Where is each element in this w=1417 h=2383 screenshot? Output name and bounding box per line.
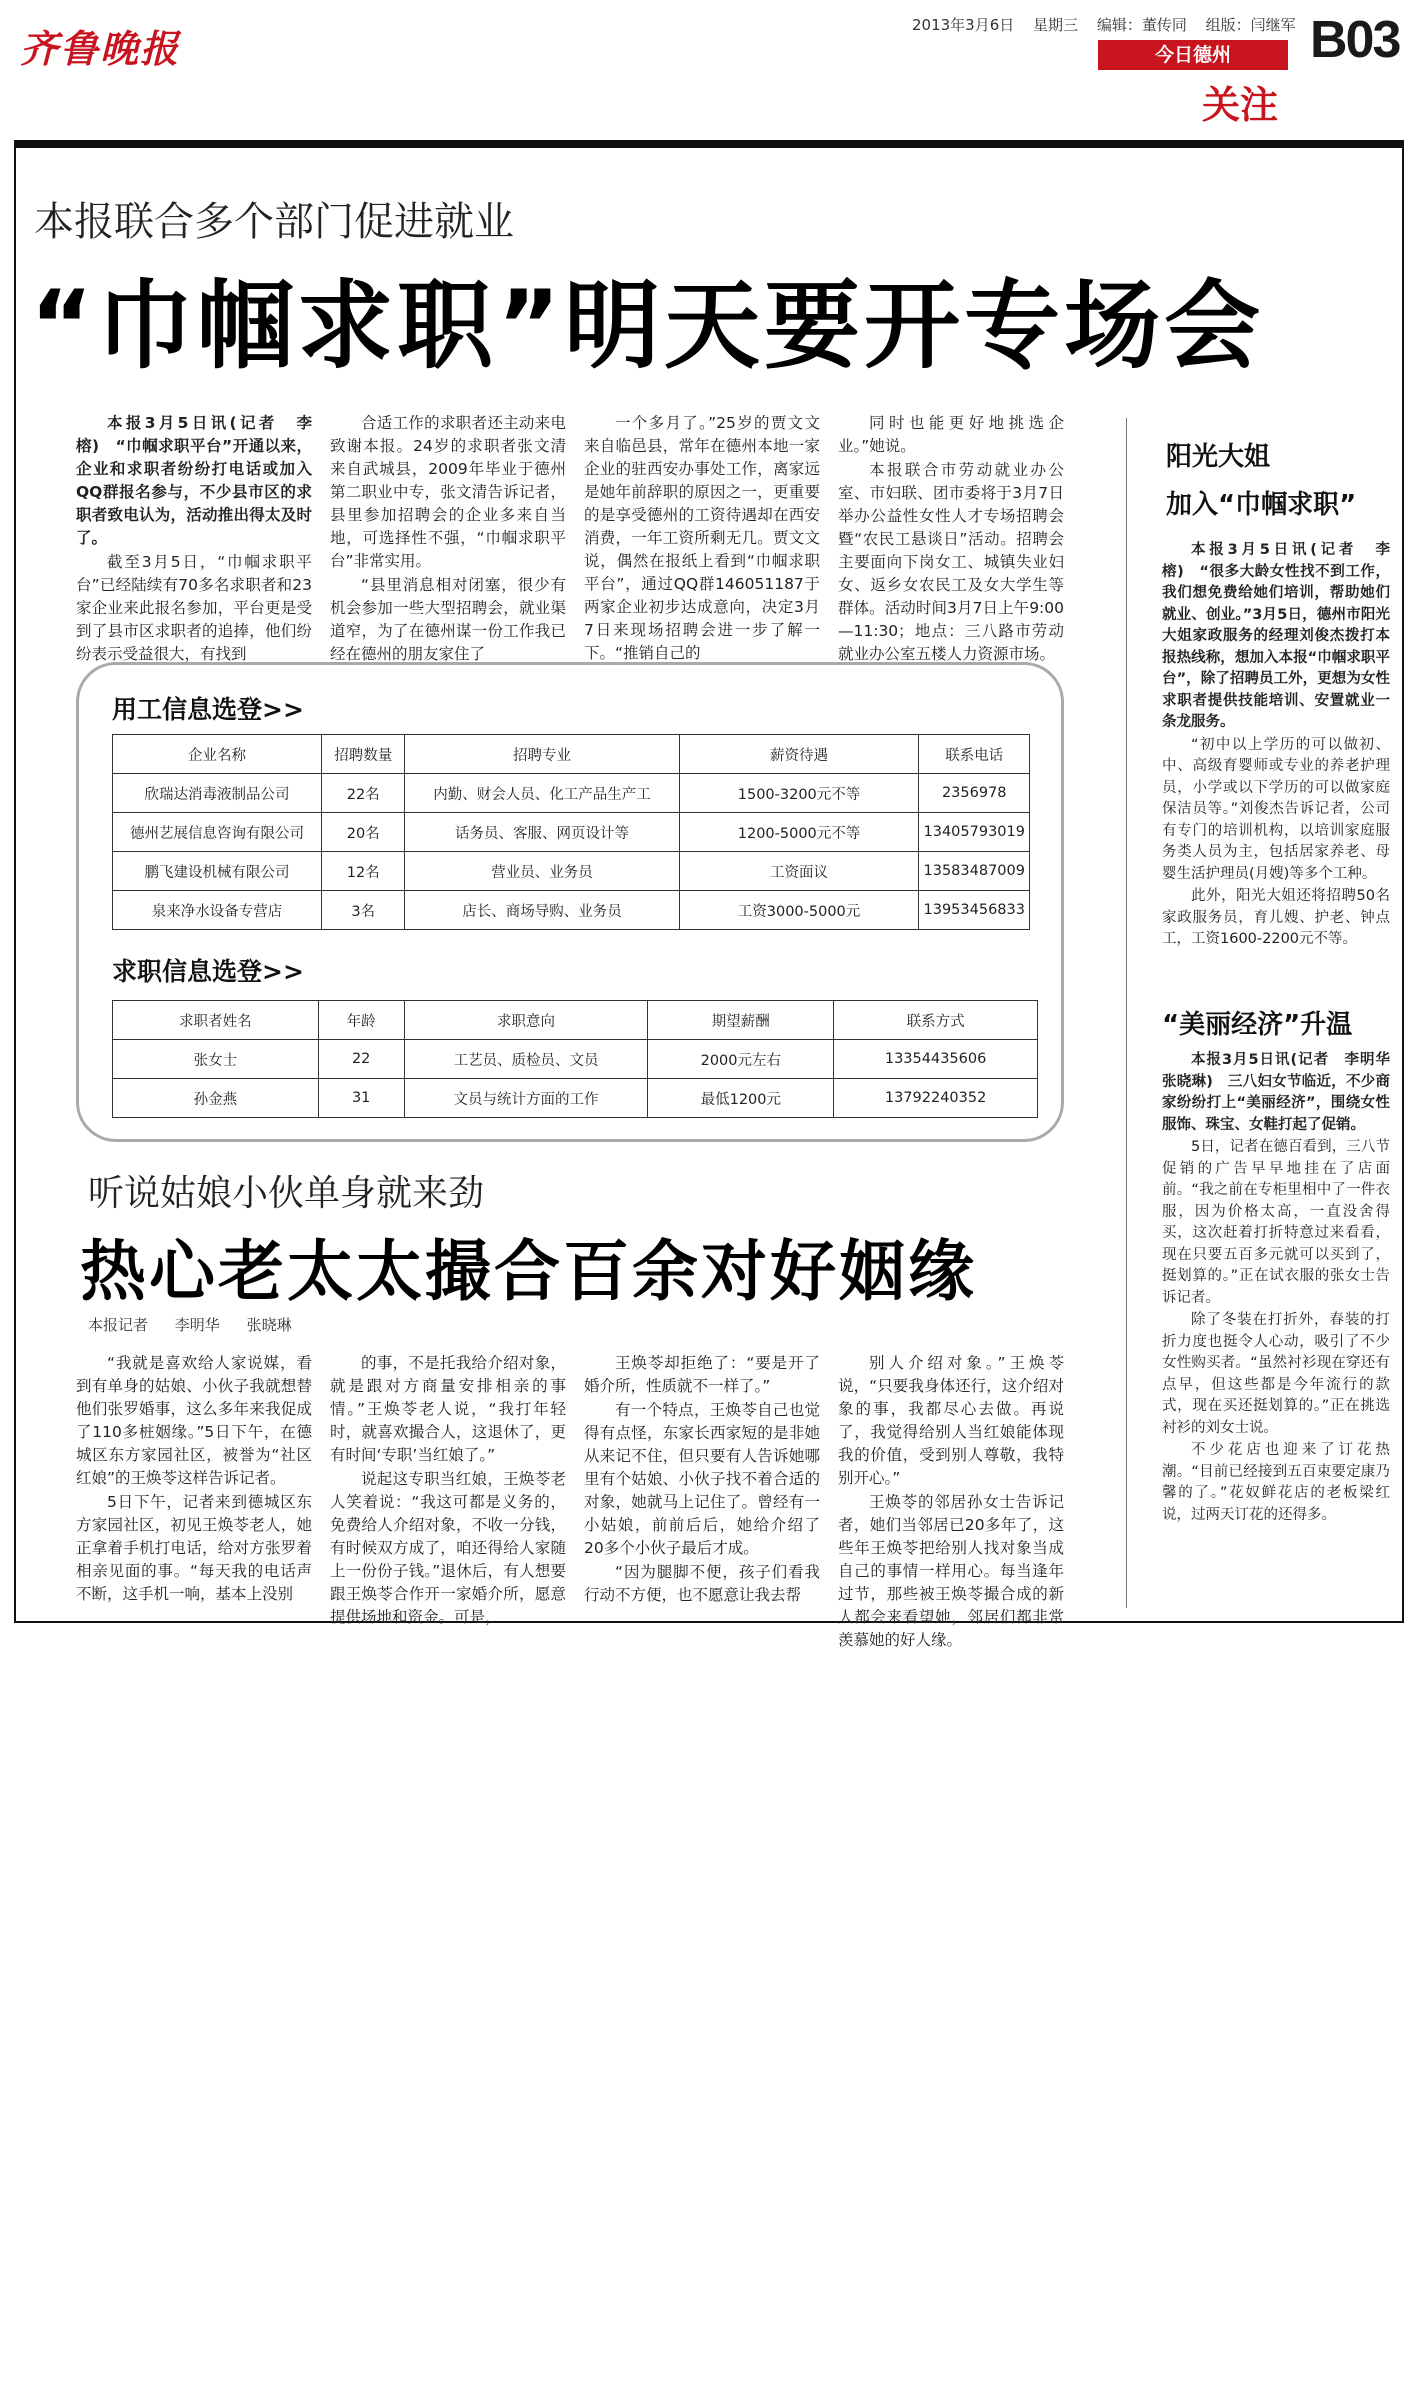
table-cell: 工资面议 — [679, 852, 919, 891]
sidebar-divider — [1126, 418, 1127, 1608]
paragraph: 本报3月5日讯(记者 李榕) “巾帼求职平台”开通以来，企业和求职者纷纷打电话或加入QQ群报名参与，不少县市区的求职者致电认为，活动推出得太及时了。 — [76, 414, 312, 547]
paragraph: “初中以上学历的可以做初、中、高级育婴师或专业的养老护理员，小学或以下学历的可以做家庭保洁员等。”刘俊杰告诉记者，公司有专门的培训机构，以培训家庭服务类人员为主，包括居家养老、母婴生活护理员(月嫂)等多个工种。 — [1162, 736, 1390, 882]
paragraph: 5日，记者在德百看到，三八节促销的广告早早地挂在了店面前。“我之前在专柜里相中了一件衣服，因为价格太高，一直没舍得买，这次赶着打折特意过来看看，现在只要五百多元就可以买到了，挺划算的。”正在试衣服的张女士告诉记者。 — [1162, 1139, 1390, 1306]
table-header-row — [113, 1001, 1038, 1040]
table-cell: 文员与统计方面的工作 — [404, 1079, 648, 1118]
table-cell: 店长、商场导购、业务员 — [405, 891, 679, 930]
header-cell: 联系方式 — [834, 1001, 1038, 1040]
paragraph: 除了冬装在打折外，春装的打折力度也挺令人心动，吸引了不少女性购买者。“虽然衬衫现在穿还有点早，但这些都是今年流行的款式，现在买还挺划算的。”正在挑选衬衫的刘女士说。 — [1162, 1312, 1390, 1436]
header-cell: 期望薪酬 — [648, 1001, 834, 1040]
table-cell: 孙金燕 — [113, 1079, 319, 1118]
paragraph: 一个多月了。”25岁的贾文文来自临邑县，常年在德州本地一家企业的驻西安办事处工作，离家远是她年前辞职的原因之一，更重要的是享受德州的工资待遇却在西安消费，一年工资所剩无几。贾文文说，偶然在报纸上看到“巾帼求职平台”，通过QQ群146051187于两家企业初步达成意向，决定3月7日来现场招聘会进一步了解一下。“推销自己的 — [584, 414, 820, 662]
table-cell: 2356978 — [919, 774, 1030, 813]
seeker-table — [112, 1000, 1038, 1118]
paragraph: 有一个特点，王焕苓自己也觉得有点怪，东家长西家短的是非她从来记不住，但只要有人告诉她哪里有个姑娘、小伙子找不着合适的对象，她就马上记住了。曾经有一小姑娘，前前后后，她给介绍了20多个小伙子最后才成。 — [584, 1401, 820, 1557]
table-row — [113, 1040, 1038, 1079]
table-cell: 话务员、客服、网页设计等 — [405, 813, 679, 852]
table-cell: 3名 — [322, 891, 405, 930]
paragraph: 截至3月5日，“巾帼求职平台”已经陆续有70多名求职者和23家企业来此报名参加，平台更是受到了县市区求职者的追捧，他们纷纷表示受益很大，有找到 — [76, 553, 312, 663]
table-cell: 22名 — [322, 774, 405, 813]
paragraph: 合适工作的求职者还主动来电致谢本报。24岁的求职者张文清来自武城县，2009年毕业于德州第二职业中专，张文清告诉记者，县里参加招聘会的企业多来自当地，可选择性不强，“巾帼求职平台”非常实用。 — [330, 414, 566, 570]
header-cell: 招聘专业 — [405, 735, 679, 774]
paragraph: 此外，阳光大姐还将招聘50名家政服务员，育儿嫂、护老、钟点工，工资1600-2200元不等。 — [1162, 888, 1390, 947]
byline-author: 李明华 — [174, 1316, 220, 1334]
table-cell: 20名 — [322, 813, 405, 852]
paragraph: 王焕苓却拒绝了：“要是开了婚介所，性质就不一样了。” — [584, 1354, 820, 1395]
second-column-2 — [330, 1352, 566, 1626]
table-header-row — [113, 735, 1030, 774]
table-cell: 22 — [318, 1040, 404, 1079]
second-kicker: 听说姑娘小伙单身就来劲 — [88, 1173, 485, 1214]
lead-headline: “巾帼求职”明天要开专场会 — [30, 270, 1265, 382]
lead-column-3 — [584, 412, 820, 662]
table-cell: 13792240352 — [834, 1079, 1038, 1118]
header-cell: 联系电话 — [919, 735, 1030, 774]
issue-date: 2013年3月6日 — [912, 16, 1015, 34]
second-column-3 — [584, 1352, 820, 1614]
paragraph: 别人介绍对象。”王焕苓说，“只要我身体还行，这介绍对象的事，我都尽心去做。再说了，我觉得给别人当红娘能体现我的价值，受到别人尊敬，我特别开心。” — [838, 1354, 1064, 1487]
header-cell: 求职者姓名 — [113, 1001, 319, 1040]
table-cell: 31 — [318, 1079, 404, 1118]
table-cell: 泉来净水设备专营店 — [113, 891, 322, 930]
lead-kicker: 本报联合多个部门促进就业 — [34, 199, 514, 245]
table-cell: 欣瑞达消毒液制品公司 — [113, 774, 322, 813]
header-cell: 年龄 — [318, 1001, 404, 1040]
table-cell: 13583487009 — [919, 852, 1030, 891]
second-byline — [88, 1314, 314, 1335]
layout-credit: 组版：闫继军 — [1205, 16, 1296, 34]
page-number: B03 — [1310, 11, 1400, 69]
paragraph: 的事，不是托我给介绍对象，就是跟对方商量安排相亲的事情。”王焕苓老人说，“我打年轻时，就喜欢撮合人，这退休了，更有时间‘专职’当红娘了。” — [330, 1354, 566, 1464]
sidebar1-body — [1162, 540, 1390, 980]
paragraph: 本报3月5日讯(记者 李明华 张晓琳) 三八妇女节临近，不少商家纷纷打上“美丽经济”，围绕女性服饰、珠宝、女鞋打起了促销。 — [1162, 1052, 1405, 1133]
table-row — [113, 813, 1030, 852]
table-cell: 工艺员、质检员、文员 — [404, 1040, 648, 1079]
lead-column-2 — [330, 412, 566, 663]
table-cell: 13953456833 — [919, 891, 1030, 930]
table-row — [113, 852, 1030, 891]
table-cell: 德州艺展信息咨询有限公司 — [113, 813, 322, 852]
section-tag: 今日德州 — [1098, 40, 1288, 70]
header-cell: 企业名称 — [113, 735, 322, 774]
sidebar1-title-line1: 阳光大姐 — [1166, 442, 1271, 472]
section-category: 关注 — [1202, 83, 1279, 127]
sidebar1-title-line2: 加入“巾帼求职” — [1166, 490, 1357, 520]
table-cell: 内勤、财会人员、化工产品生产工 — [405, 774, 679, 813]
table-row — [113, 891, 1030, 930]
table-row — [113, 1079, 1038, 1118]
table-cell: 2000元左右 — [648, 1040, 834, 1079]
paragraph: “县里消息相对闭塞，很少有机会参加一些大型招聘会，就业渠道窄，为了在德州谋一份工作我已经在德州的朋友家住了 — [330, 576, 566, 663]
table-cell: 13405793019 — [919, 813, 1030, 852]
issue-weekday: 星期三 — [1033, 16, 1079, 34]
editor-credit: 编辑：董传同 — [1096, 16, 1187, 34]
paragraph: 本报联合市劳动就业办公室、市妇联、团市委将于3月7日举办公益性女性人才专场招聘会暨“农民工悬谈日”活动。招聘会主要面向下岗女工、城镇失业妇女、返乡女农民工及女大学生等群体。活动时间3月7日上午9:00—11:30；地点：三八路市劳动就业办公室五楼人力资源市场。 — [838, 461, 1064, 663]
paragraph: 本报3月5日讯(记者 李榕) “很多大龄女性找不到工作，我们想免费给她们培训，帮助她们就业、创业。”3月5日，德州市阳光大姐家政服务的经理刘俊杰拨打本报热线称，想加入本报“巾帼求职平台”，除了招聘员工外，更想为女性求职者提供技能培训、安置就业一条龙服务。 — [1162, 542, 1390, 730]
table-row — [113, 774, 1030, 813]
newspaper-logo: 齐鲁晚报 — [20, 26, 181, 71]
paragraph: 同时也能更好地挑选企业。”她说。 — [838, 414, 1064, 455]
paragraph: “因为腿脚不便，孩子们看我行动不方便，也不愿意让我去帮 — [584, 1563, 820, 1604]
paragraph: 说起这专职当红娘，王焕苓老人笑着说：“我这可都是义务的，免费给人介绍对象，不收一分钱，有时候双方成了，咱还得给人家随上一份份子钱。”退休后，有人想要跟王焕苓合作开一家婚介所，愿意提供场地和资金。可是， — [330, 1470, 566, 1626]
employer-table — [112, 734, 1030, 930]
paragraph: 王焕苓的邻居孙女士告诉记者，她们当邻居已20多年了，这些年王焕苓把给别人找对象当成自己的事情一样用心。每当逢年过节，那些被王焕苓撮合成的新人都会来看望她，邻居们都非常羡慕她的好人缘。 — [838, 1493, 1064, 1649]
masthead — [0, 0, 1417, 140]
header-cell: 求职意向 — [404, 1001, 648, 1040]
issue-meta — [912, 14, 1310, 35]
byline-author: 张晓琳 — [246, 1316, 292, 1334]
paragraph: “我就是喜欢给人家说媒，看到有单身的姑娘、小伙子我就想替他们张罗婚事，这么多年来我促成了110多桩姻缘。”5日下午，在德城区东方家园社区，被誉为“社区红娘”的王焕苓这样告诉记者。 — [76, 1354, 312, 1487]
sidebar2-title: “美丽经济”升温 — [1162, 1010, 1353, 1040]
table-cell: 鹏飞建设机械有限公司 — [113, 852, 322, 891]
table-cell: 营业员、业务员 — [405, 852, 679, 891]
table-cell: 最低1200元 — [648, 1079, 834, 1118]
table-cell: 工资3000-5000元 — [679, 891, 919, 930]
table-cell: 张女士 — [113, 1040, 319, 1079]
second-column-1 — [76, 1352, 312, 1614]
lead-column-1 — [76, 412, 312, 663]
second-headline: 热心老太太撮合百余对好姻缘 — [80, 1233, 977, 1310]
lead-column-4 — [838, 412, 1064, 663]
seeker-table-title: 求职信息选登>> — [112, 957, 304, 986]
employer-table-title: 用工信息选登>> — [112, 695, 304, 724]
header-cell: 招聘数量 — [322, 735, 405, 774]
paragraph: 不少花店也迎来了订花热潮。“目前已经接到五百束要定康乃馨的了。”花奴鲜花店的老板梁红说，过两天订花的还得多。 — [1162, 1442, 1390, 1523]
paragraph: 5日下午，记者来到德城区东方家园社区，初见王焕苓老人，她正拿着手机打电话，给对方张罗着相亲见面的事。“每天我的电话声不断，这手机一响，基本上没别 — [76, 1493, 312, 1603]
table-cell: 12名 — [322, 852, 405, 891]
table-cell: 1200-5000元不等 — [679, 813, 919, 852]
byline-label: 本报记者 — [88, 1316, 149, 1334]
masthead-rule — [14, 140, 1404, 148]
header-cell: 薪资待遇 — [679, 735, 919, 774]
table-cell: 13354435606 — [834, 1040, 1038, 1079]
table-cell: 1500-3200元不等 — [679, 774, 919, 813]
second-column-4 — [838, 1352, 1064, 1649]
sidebar2-body — [1162, 1050, 1405, 1598]
